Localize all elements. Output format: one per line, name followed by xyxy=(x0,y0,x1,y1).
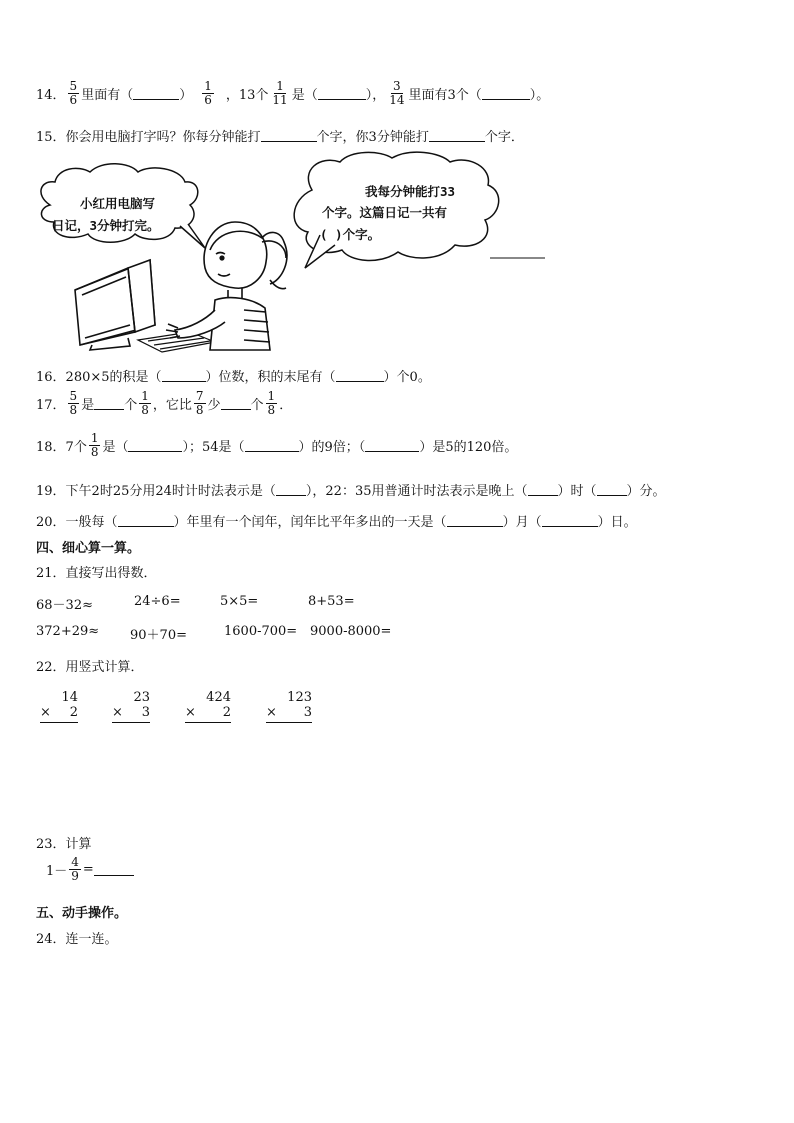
answer-blank[interactable] xyxy=(94,863,134,876)
answer-blank[interactable] xyxy=(447,514,503,527)
answer-blank[interactable] xyxy=(542,514,598,527)
question-21-row-1 xyxy=(36,594,398,613)
answer-blank[interactable] xyxy=(261,129,317,142)
vertical-calc-4: 123 × 3 xyxy=(266,690,312,723)
answer-blank[interactable] xyxy=(245,439,299,452)
bubble-left-line-1: 小红用电脑写 xyxy=(80,196,156,211)
bubble-right-line-3: ( )个字。 xyxy=(320,227,381,242)
calc-item: 68－32≈ xyxy=(36,598,93,613)
computer-monitor-icon xyxy=(75,260,155,350)
answer-blank[interactable] xyxy=(221,397,251,410)
fraction-4-9: $\frac{4}{9}$ xyxy=(71,855,79,883)
question-23-expression: 1－ $\frac{4}{9}$ = xyxy=(46,856,134,882)
fraction-1-8: $\frac{1}{8}$ xyxy=(90,431,99,459)
answer-blank[interactable] xyxy=(336,369,384,382)
answer-blank[interactable] xyxy=(94,397,124,410)
question-14: 14． $\frac{5}{6}$ 里面有（ ） $\frac{1}{6}$ ，13个 $\frac{1}{11}$ 是（ ）， $\frac{3}{14}$ 里面有3个（ ）。 xyxy=(36,79,550,107)
calc-item: 1600-700= xyxy=(224,624,298,639)
question-15: 15．你会用电脑打字吗？你每分钟能打 个字，你3分钟能打 个字． xyxy=(36,130,524,145)
answer-blank[interactable] xyxy=(133,87,179,100)
girl-figure-icon xyxy=(166,222,287,350)
question-21-row-2 xyxy=(36,624,410,643)
answer-blank[interactable] xyxy=(365,439,419,452)
answer-blank[interactable] xyxy=(528,483,558,496)
calc-item: 90＋70= xyxy=(130,628,187,643)
question-23-title: 23．计算 xyxy=(36,837,92,852)
fraction-1-8: $\frac{1}{8}$ xyxy=(267,389,276,417)
section-4-heading: 四、细心算一算。 xyxy=(36,541,141,556)
calc-item: 372+29≈ xyxy=(36,624,100,639)
answer-blank[interactable] xyxy=(118,514,174,527)
question-16: 16．280×5的积是（ ）位数，积的末尾有（ ）个0。 xyxy=(36,370,431,385)
answer-blank[interactable] xyxy=(318,87,366,100)
fraction-7-8: $\frac{7}{8}$ xyxy=(195,389,204,417)
question-21-title: 21．直接写出得数． xyxy=(36,566,157,581)
question-18: 18．7个 $\frac{1}{8}$ 是（ ）；54是（ ）的9倍；（ ）是5的120倍。 xyxy=(36,431,518,459)
question-24-title: 24．连一连。 xyxy=(36,932,118,947)
vertical-calc-2: 23 × 3 xyxy=(112,690,150,723)
bubble-left-line-2: 日记，3分钟打完。 xyxy=(52,218,160,233)
calc-item: 5×5= xyxy=(220,594,259,609)
fraction-1-11: $\frac{1}{11}$ xyxy=(272,79,288,107)
section-5-heading: 五、动手操作。 xyxy=(36,906,128,921)
calc-item: 8+53= xyxy=(308,594,355,609)
question-17: 17． $\frac{5}{8}$ 是 个 $\frac{1}{8}$ ，它比 $\frac{7}{8}$ 少 个 $\frac{1}{8}$ ． xyxy=(36,389,293,417)
answer-blank[interactable] xyxy=(128,439,182,452)
question-20: 20．一般每（ ）年里有一个闰年，闰年比平年多出的一天是（ ）月（ ）日。 xyxy=(36,515,637,530)
question-19: 19．下午2时25分用24时计时法表示是（ ），22：35用普通计时法表示是晚上（ ）时（ ）分。 xyxy=(36,484,666,499)
answer-blank[interactable] xyxy=(162,369,206,382)
fraction-5-8: $\frac{5}{8}$ xyxy=(69,389,78,417)
question-22-title: 22．用竖式计算． xyxy=(36,660,144,675)
answer-blank[interactable] xyxy=(597,483,627,496)
fraction-3-14: $\frac{3}{14}$ xyxy=(389,79,405,107)
vertical-calc-1: 14 × 2 xyxy=(40,690,78,723)
answer-blank[interactable] xyxy=(276,483,306,496)
calc-item: 24÷6= xyxy=(134,594,181,609)
fraction-5-6: $\frac{5}{6}$ xyxy=(69,79,78,107)
bubble-right-line-2: 个字。这篇日记一共有 xyxy=(322,205,448,220)
answer-blank[interactable] xyxy=(429,129,485,142)
bubble-right-line-1: 我每分钟能打33 xyxy=(365,184,456,199)
fraction-1-6: $\frac{1}{6}$ xyxy=(204,79,212,107)
vertical-calc-3: 424 × 2 xyxy=(185,690,231,723)
illustration-girl-typing xyxy=(30,150,550,355)
calc-item: 9000-8000= xyxy=(310,624,392,639)
answer-blank[interactable] xyxy=(482,87,530,100)
fraction-1-8: $\frac{1}{8}$ xyxy=(141,389,149,417)
